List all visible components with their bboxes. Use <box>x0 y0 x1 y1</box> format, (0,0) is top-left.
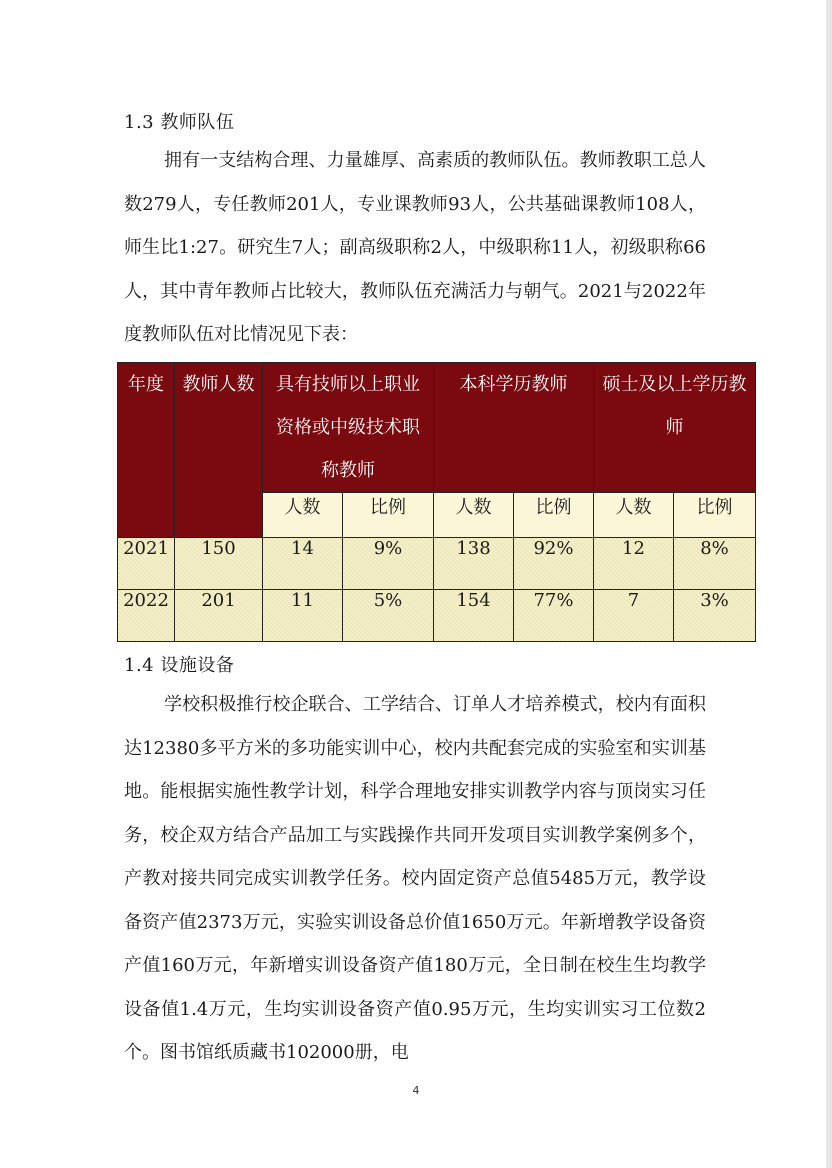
header-bachelor-teachers: 本科学历教师 <box>434 363 594 493</box>
faculty-paragraph: 拥有一支结构合理、力量雄厚、高素质的教师队伍。教师教职工总人数279人，专任教师201人，专业课教师93人，公共基础课教师108人，师生比1:27。研究生7人；副高级职称2人，中级职称11人，初级职称66人，其中青年教师占比较大，教师队伍充满活力与朝气。2021与2022年度教师队伍对比情况见下表： <box>124 150 706 345</box>
cell-bachelor-ratio: 92% <box>514 538 594 590</box>
cell-master-count: 7 <box>594 590 674 642</box>
subheader-ratio: 比例 <box>514 493 594 538</box>
cell-skilled-count: 14 <box>263 538 343 590</box>
header-skilled-teachers: 具有技师以上职业资格或中级技术职称教师 <box>263 363 434 493</box>
subheader-ratio: 比例 <box>674 493 756 538</box>
cell-bachelor-count: 154 <box>434 590 514 642</box>
cell-skilled-count: 11 <box>263 590 343 642</box>
cell-year: 2022 <box>118 590 175 642</box>
cell-teacher-count: 150 <box>175 538 263 590</box>
table-header-row <box>118 363 756 493</box>
cell-master-ratio: 3% <box>674 590 756 642</box>
facilities-paragraph: 学校积极推行校企联合、工学结合、订单人才培养模式，校内有面积达12380多平方米的多功能实训中心，校内共配套完成的实验室和实训基地。能根据实施性教学计划，科学合理地安排实训教学内容与顶岗实习任务，校企双方结合产品加工与实践操作共同开发项目实训教学案例多个，产教对接共同完成实训教学任务。校内固定资产总值5485万元，教学设备资产值2373万元，实验实训设备总价值1650万元。年新增教学设备资产值160万元，年新增实训设备资产值180万元，全日制在校生生均教学设备值1.4万元，生均实训设备资产值0.95万元，生均实训实习工位数2个。图书馆纸质藏书102000册，电 <box>124 694 706 1063</box>
subheader-count: 人数 <box>263 493 343 538</box>
cell-bachelor-count: 138 <box>434 538 514 590</box>
cell-year: 2021 <box>118 538 175 590</box>
subheader-count: 人数 <box>594 493 674 538</box>
subheader-ratio: 比例 <box>343 493 434 538</box>
table-row <box>118 590 756 642</box>
header-year: 年度 <box>118 363 175 538</box>
cell-master-count: 12 <box>594 538 674 590</box>
section-heading-1-3: 1.3 教师队伍 <box>124 112 235 133</box>
cell-master-ratio: 8% <box>674 538 756 590</box>
cell-skilled-ratio: 9% <box>343 538 434 590</box>
cell-skilled-ratio: 5% <box>343 590 434 642</box>
header-teacher-count: 教师人数 <box>175 363 263 538</box>
cell-bachelor-ratio: 77% <box>514 590 594 642</box>
faculty-comparison-table <box>117 362 756 642</box>
header-master-teachers: 硕士及以上学历教师 <box>594 363 756 493</box>
table-row <box>118 538 756 590</box>
page-number: 4 <box>412 1084 420 1097</box>
cell-teacher-count: 201 <box>175 590 263 642</box>
page-edge <box>826 0 832 1168</box>
subheader-count: 人数 <box>434 493 514 538</box>
section-heading-1-4: 1.4 设施设备 <box>124 655 235 676</box>
